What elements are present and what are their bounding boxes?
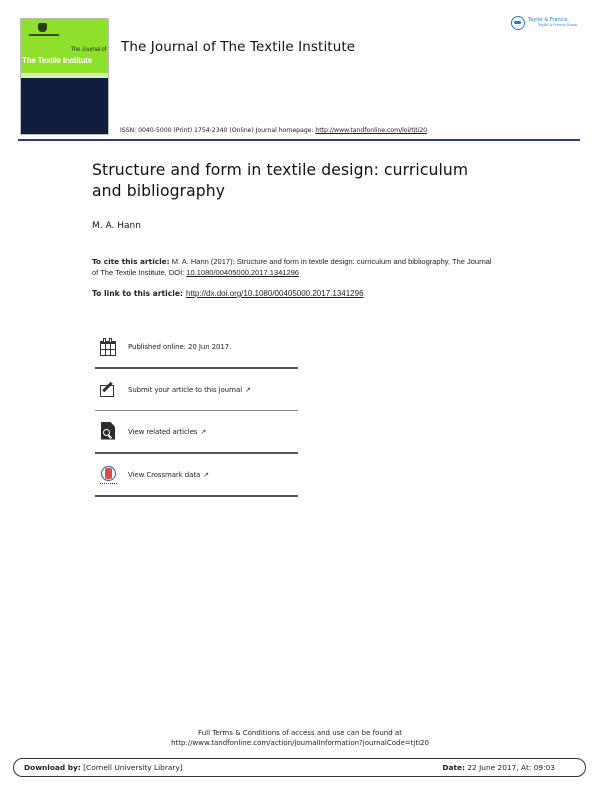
submit-article-label[interactable]: Submit your article to this journal	[128, 385, 243, 394]
article-title: Structure and form in textile design: curriculum and bibliography	[92, 161, 469, 200]
article-doi-link[interactable]: http://dx.doi.org/10.1080/00405000.2017.1341296	[186, 289, 364, 298]
cover-strip	[21, 73, 108, 78]
terms-url[interactable]: http://www.tandfonline.com/action/journalInformation?journalCode=tjti20	[171, 739, 429, 747]
external-link-icon: ↗	[200, 427, 207, 436]
citation-block	[92, 256, 492, 278]
related-articles-link[interactable]	[95, 411, 298, 452]
edit-icon	[99, 380, 119, 400]
crossmark-label[interactable]: View Crossmark data	[128, 470, 201, 479]
journal-cover-image	[20, 18, 109, 135]
issn-line	[120, 127, 427, 134]
divider	[95, 495, 298, 497]
journal-title: The Journal of The Textile Institute	[121, 39, 356, 55]
header-divider	[18, 139, 580, 141]
issn-text: ISSN: 0040-5000 (Print) 1754-2340 (Online) Journal homepage:	[120, 127, 316, 134]
link-label: To link to this article:	[92, 289, 184, 298]
download-info-bar	[13, 758, 586, 777]
publisher-logo-icon	[511, 16, 525, 30]
download-date-value: 22 June 2017, At: 09:03	[464, 763, 555, 772]
cite-text: M. A. Hann (2017): Structure and form in textile design: curriculum and bibliography, The Journal of The Textile Institute, DOI:	[92, 257, 492, 277]
publisher-subname: Taylor & Francis Group	[538, 23, 578, 27]
cite-doi-link[interactable]: 10.1080/00405000.2017.1341296	[186, 268, 299, 277]
cite-label: To cite this article:	[92, 257, 170, 266]
calendar-icon	[99, 337, 119, 357]
crossmark-icon	[99, 465, 119, 485]
external-link-icon: ↗	[203, 470, 210, 479]
published-online-label: Published online: 20 Jun 2017.	[128, 342, 232, 351]
submit-article-link[interactable]	[95, 369, 298, 410]
download-date-label: Date:	[442, 763, 465, 772]
downloaded-by-label: Download by:	[24, 763, 81, 772]
cover-journal-of: The Journal of	[70, 47, 106, 53]
downloaded-by	[24, 763, 183, 772]
link-block	[92, 289, 492, 298]
article-info-list	[95, 326, 298, 497]
downloaded-by-value: [Cornell University Library]	[80, 763, 183, 772]
society-crest-icon	[38, 23, 47, 32]
publisher-name: Taylor & Francis	[528, 17, 568, 23]
terms-line: Full Terms & Conditions of access and use can be found at	[198, 729, 402, 737]
publisher-logo	[511, 16, 577, 30]
external-link-icon: ↗	[245, 385, 251, 394]
cover-society-label	[29, 34, 59, 36]
crossmark-link[interactable]	[95, 454, 298, 495]
article-author: M. A. Hann	[92, 221, 141, 231]
document-search-icon	[99, 422, 119, 442]
published-online-item	[95, 326, 298, 367]
cover-title: The Textile Institute	[22, 56, 92, 65]
journal-homepage-link[interactable]: http://www.tandfonline.com/loi/tjti20	[315, 127, 428, 134]
terms-notice	[0, 728, 600, 748]
download-date	[442, 763, 555, 772]
related-articles-label[interactable]: View related articles	[128, 427, 198, 436]
